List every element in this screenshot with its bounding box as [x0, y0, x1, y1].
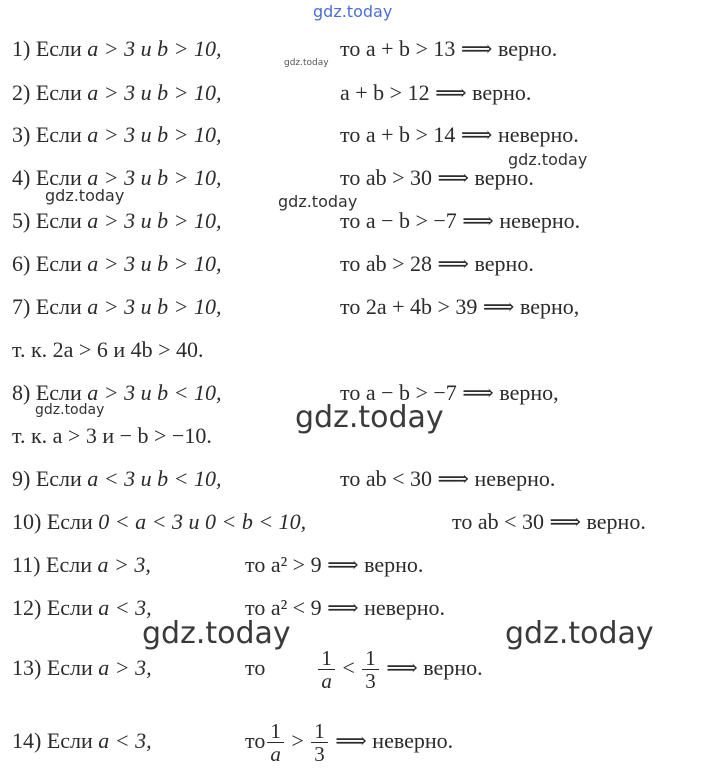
watermark: gdz.today	[508, 150, 588, 169]
row-lead: 2) Если	[12, 80, 88, 105]
relation: >	[291, 728, 304, 753]
row-condition: a > 3,	[97, 552, 151, 577]
row-result: то ab < 30 ⟹ верно.	[452, 509, 646, 534]
row-lead: 4) Если	[12, 165, 88, 190]
row-result: то a² > 9 ⟹ верно.	[245, 552, 424, 577]
row-result: то 2a + 4b > 39 ⟹ верно,	[340, 294, 580, 319]
row-lead: 3) Если	[12, 122, 88, 147]
row-condition: a > 3 и b > 10,	[87, 36, 222, 61]
fraction	[311, 720, 328, 765]
numerator: 1	[362, 647, 379, 670]
watermark: gdz.today	[35, 402, 105, 418]
watermark: gdz.today	[45, 186, 125, 205]
explanation-text: т. к. 2a > 6 и 4b > 40.	[12, 337, 204, 362]
watermark-large: gdz.today	[505, 616, 654, 651]
row-condition: a > 3 и b > 10,	[87, 122, 222, 147]
row-condition: a > 3 и b > 10,	[87, 165, 222, 190]
problem-row	[12, 294, 221, 320]
word-to: то	[245, 655, 266, 680]
row-result: то a² < 9 ⟹ неверно.	[245, 595, 445, 620]
problem-row	[12, 466, 221, 492]
row-result: a + b > 12 ⟹ верно.	[340, 80, 532, 105]
fraction	[362, 647, 379, 692]
row-lead: 10) Если	[12, 509, 99, 534]
denominator: 3	[365, 669, 376, 694]
numerator: 1	[311, 720, 328, 743]
row-result	[245, 640, 483, 696]
verdict: ⟹ неверно.	[335, 728, 454, 753]
row-condition: a > 3,	[98, 655, 152, 680]
row-result: то ab > 30 ⟹ верно.	[340, 165, 534, 190]
watermark-large: gdz.today	[142, 616, 291, 651]
row-condition: a < 3,	[98, 595, 152, 620]
row-condition: a < 3 и b < 10,	[87, 466, 222, 491]
row-condition: a > 3 и b > 10,	[87, 80, 222, 105]
problem-row	[12, 552, 151, 578]
problem-row	[12, 122, 221, 148]
watermark: gdz.today	[278, 192, 358, 211]
row-condition: a < 3,	[98, 728, 152, 753]
row-result: то ab > 28 ⟹ верно.	[340, 251, 534, 276]
row-lead: 9) Если	[12, 466, 88, 491]
relation: <	[342, 655, 355, 680]
problem-row	[12, 36, 221, 62]
row-lead: 8) Если	[12, 380, 88, 405]
verdict: ⟹ верно.	[386, 655, 483, 680]
problem-row	[12, 251, 221, 277]
row-lead: 14) Если	[12, 728, 99, 753]
watermark-top: gdz.today	[313, 2, 393, 21]
row-condition: a > 3 и b > 10,	[87, 294, 222, 319]
problem-row	[12, 728, 152, 754]
row-result: то a − b > −7 ⟹ неверно.	[340, 208, 581, 233]
problem-row	[12, 208, 221, 234]
numerator: 1	[318, 647, 335, 670]
row-condition: a > 3 и b < 10,	[87, 380, 222, 405]
row-condition: 0 < a < 3 и 0 < b < 10,	[98, 509, 307, 534]
row-condition: a > 3 и b > 10,	[87, 251, 222, 276]
row-lead: 13) Если	[12, 655, 99, 680]
fraction	[267, 720, 284, 765]
explanation-line	[12, 337, 204, 363]
problem-row	[12, 165, 221, 191]
denominator: 3	[314, 742, 325, 767]
problem-row	[12, 509, 306, 535]
problem-row	[12, 595, 152, 621]
row-result	[245, 713, 453, 769]
denominator: a	[270, 742, 281, 767]
row-lead: 7) Если	[12, 294, 88, 319]
row-lead: 6) Если	[12, 251, 88, 276]
row-result: то a + b > 14 ⟹ неверно.	[340, 122, 579, 147]
fraction	[318, 647, 335, 692]
problem-row	[12, 80, 221, 106]
denominator: a	[321, 669, 332, 694]
row-lead: 1) Если	[12, 36, 88, 61]
row-lead: 5) Если	[12, 208, 88, 233]
explanation-text: т. к. a > 3 и − b > −10.	[12, 423, 212, 448]
watermark-large: gdz.today	[295, 400, 444, 435]
row-result: то a − b > −7 ⟹ верно,	[340, 380, 559, 405]
row-condition: a > 3 и b > 10,	[87, 208, 222, 233]
watermark-tiny: gdz.today	[284, 58, 329, 68]
numerator: 1	[267, 720, 284, 743]
row-lead: 12) Если	[12, 595, 99, 620]
problem-row	[12, 380, 221, 406]
explanation-line	[12, 423, 212, 449]
row-lead: 11) Если	[12, 552, 98, 577]
row-result: то ab < 30 ⟹ неверно.	[340, 466, 556, 491]
row-result: то a + b > 13 ⟹ верно.	[340, 36, 558, 61]
word-to: то	[245, 728, 266, 753]
problem-row	[12, 655, 152, 681]
